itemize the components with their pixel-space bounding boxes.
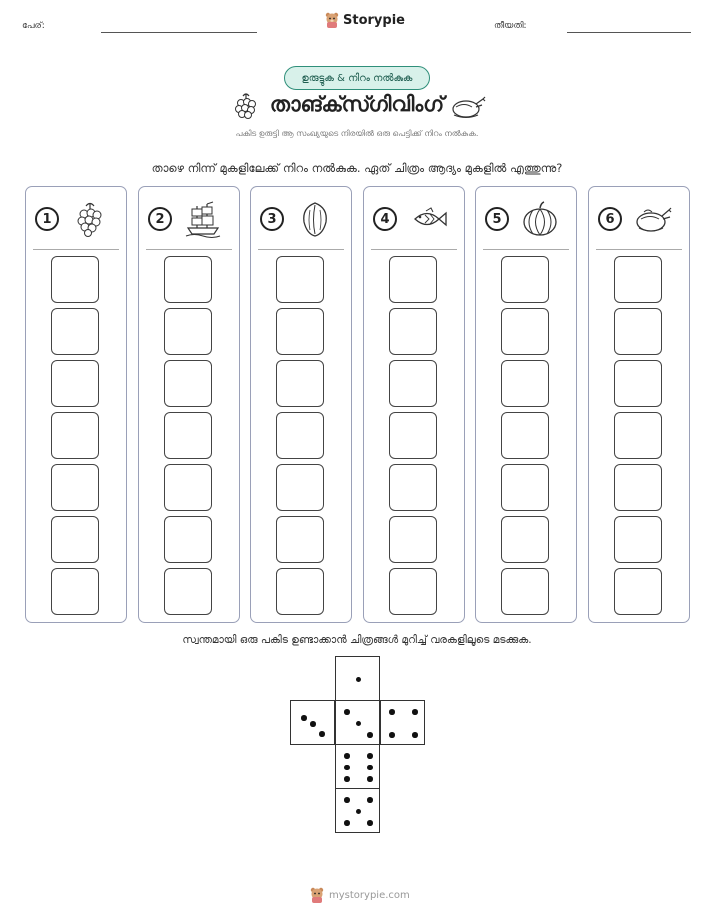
color-box[interactable]	[614, 568, 662, 615]
die-face-5[interactable]	[335, 788, 380, 833]
die-face-3[interactable]	[335, 700, 380, 745]
die-face-1[interactable]	[335, 656, 380, 701]
color-box[interactable]	[164, 256, 212, 303]
column-divider	[596, 249, 682, 250]
color-box[interactable]	[614, 256, 662, 303]
column-number: 3	[260, 207, 284, 231]
die-pip	[344, 765, 350, 771]
color-box[interactable]	[389, 516, 437, 563]
color-box[interactable]	[501, 568, 549, 615]
die-pip	[344, 776, 350, 782]
color-box[interactable]	[276, 360, 324, 407]
column-number: 1	[35, 207, 59, 231]
color-box[interactable]	[276, 464, 324, 511]
color-box[interactable]	[614, 308, 662, 355]
activity-badge: ഉരുട്ടുക & നിറം നൽകുക	[284, 66, 430, 90]
color-box[interactable]	[276, 308, 324, 355]
column-4	[363, 186, 465, 623]
color-box[interactable]	[51, 568, 99, 615]
color-box[interactable]	[389, 568, 437, 615]
pumpkin-icon	[521, 200, 559, 238]
die-pip	[367, 797, 373, 803]
color-box[interactable]	[614, 464, 662, 511]
die-pip	[367, 776, 373, 782]
footer-url[interactable]: mystorypie.com	[329, 889, 410, 901]
color-box[interactable]	[614, 516, 662, 563]
die-pip	[344, 797, 350, 803]
color-box[interactable]	[501, 464, 549, 511]
color-box[interactable]	[389, 464, 437, 511]
color-box[interactable]	[389, 256, 437, 303]
die-pip	[412, 732, 418, 738]
color-box[interactable]	[276, 412, 324, 459]
color-box[interactable]	[276, 568, 324, 615]
die-pip	[344, 820, 350, 826]
color-box[interactable]	[164, 568, 212, 615]
subtitle: പകിട ഉരുട്ടി ആ സംഖ്യയുടെ നിരയിൽ ഒരു പെട്ടിക്ക് നിറം നൽകുക.	[235, 129, 479, 138]
color-box[interactable]	[51, 412, 99, 459]
instruction: താഴെ നിന്ന് മുകളിലേക്ക് നിറം നൽകുക. ഏത് ചിത്രം ആദ്യം മുകളിൽ എത്തുന്നു?	[151, 161, 563, 175]
die-pip	[389, 709, 395, 715]
color-box[interactable]	[164, 412, 212, 459]
ship-icon	[184, 200, 222, 238]
column-divider	[258, 249, 344, 250]
column-divider	[371, 249, 457, 250]
die-face-4[interactable]	[380, 700, 425, 745]
column-5	[475, 186, 577, 623]
name-field-line[interactable]	[101, 32, 257, 33]
die-instruction: സ്വന്തമായി ഒരു പകിട ഉണ്ടാക്കാൻ ചിത്രങ്ങൾ മുറിച്ച് വരകളിലൂടെ മടക്കുക.	[182, 634, 532, 646]
die-pip	[301, 715, 307, 721]
column-number: 2	[148, 207, 172, 231]
column-divider	[146, 249, 232, 250]
footer	[310, 887, 410, 903]
name-label: പേര്:	[22, 21, 45, 31]
color-box[interactable]	[614, 360, 662, 407]
color-box[interactable]	[614, 412, 662, 459]
die-pip	[344, 753, 350, 759]
column-6	[588, 186, 690, 623]
die-pip	[367, 820, 373, 826]
color-box[interactable]	[501, 360, 549, 407]
color-box[interactable]	[501, 256, 549, 303]
color-box[interactable]	[389, 412, 437, 459]
die-pip	[356, 677, 362, 683]
color-box[interactable]	[51, 516, 99, 563]
bear-icon	[325, 12, 339, 28]
die-pip	[310, 721, 316, 727]
color-box[interactable]	[276, 516, 324, 563]
die-pip	[344, 709, 350, 715]
color-box[interactable]	[51, 256, 99, 303]
column-1	[25, 186, 127, 623]
color-box[interactable]	[164, 308, 212, 355]
die-pip	[367, 732, 373, 738]
color-box[interactable]	[164, 360, 212, 407]
date-field-line[interactable]	[567, 32, 691, 33]
color-box[interactable]	[501, 516, 549, 563]
page-title: താങ്ക്സ്ഗിവിംഗ്	[269, 92, 445, 116]
column-3	[250, 186, 352, 623]
brand-name: Storypie	[343, 12, 405, 28]
turkey-icon	[634, 200, 672, 238]
fish-icon	[409, 200, 447, 238]
color-box[interactable]	[501, 308, 549, 355]
die-pip	[319, 731, 325, 737]
die-face-2[interactable]	[290, 700, 335, 745]
column-number: 5	[485, 207, 509, 231]
column-divider	[33, 249, 119, 250]
die-pip	[356, 721, 362, 727]
die-pip	[356, 809, 362, 815]
die-pip	[412, 709, 418, 715]
color-box[interactable]	[276, 256, 324, 303]
die-pip	[367, 765, 373, 771]
die-pip	[389, 732, 395, 738]
raspberry-icon	[71, 200, 109, 238]
color-box[interactable]	[164, 464, 212, 511]
color-box[interactable]	[51, 360, 99, 407]
column-2	[138, 186, 240, 623]
color-box[interactable]	[501, 412, 549, 459]
column-number: 6	[598, 207, 622, 231]
column-number: 4	[373, 207, 397, 231]
die-face-6[interactable]	[335, 744, 380, 789]
column-divider	[483, 249, 569, 250]
color-box[interactable]	[164, 516, 212, 563]
turkey-title-icon	[450, 94, 486, 120]
die-pip	[367, 753, 373, 759]
color-box[interactable]	[389, 308, 437, 355]
storypie-logo	[325, 12, 405, 28]
color-box[interactable]	[51, 308, 99, 355]
bear-icon	[310, 887, 324, 903]
color-box[interactable]	[389, 360, 437, 407]
date-label: തീയതി:	[494, 21, 527, 31]
color-box[interactable]	[51, 464, 99, 511]
seed-icon	[296, 200, 334, 238]
